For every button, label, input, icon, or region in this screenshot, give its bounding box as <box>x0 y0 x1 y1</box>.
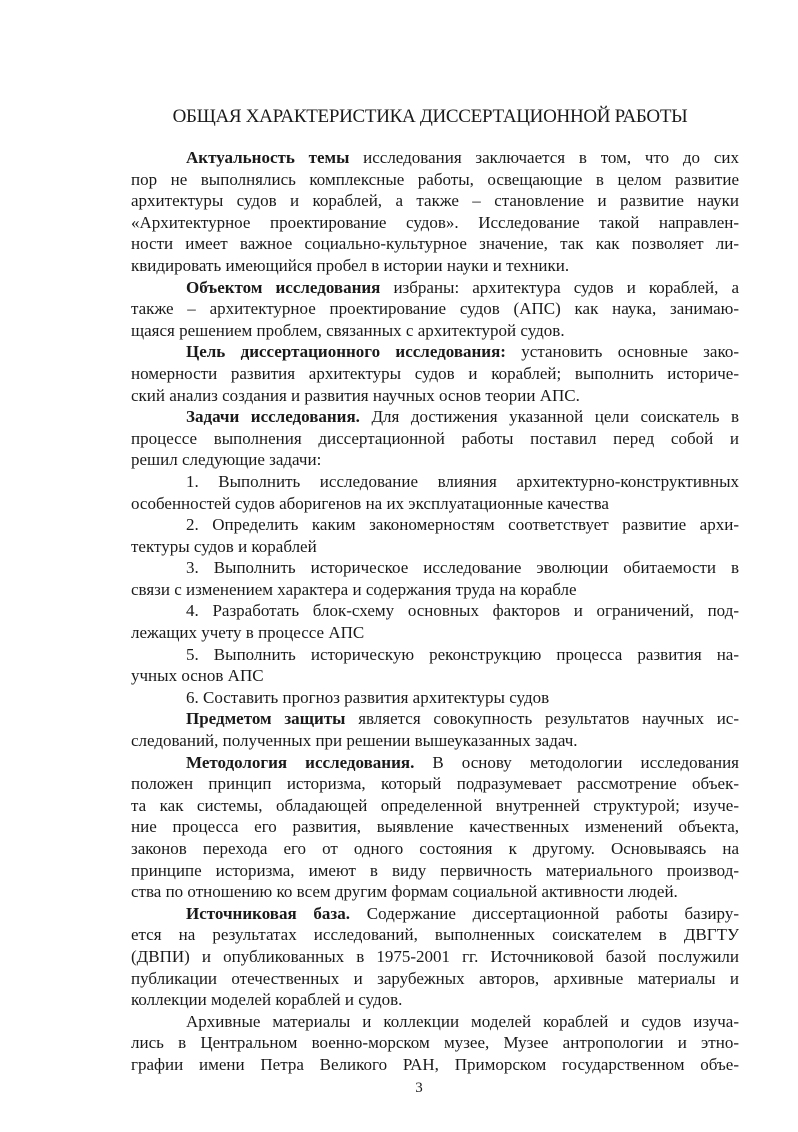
text-line <box>131 600 739 622</box>
line-text: Архивные материалы и коллекции моделей кораблей и судов изуча- <box>186 1011 739 1031</box>
text-line <box>131 320 739 342</box>
text-line <box>131 406 739 428</box>
line-text: В основу методологии исследования <box>414 752 739 772</box>
text-line <box>131 730 739 752</box>
line-text: пор не выполнялись комплексные работы, освещающие в целом развитие <box>131 169 739 189</box>
line-text: Содержание диссертационной работы базиру- <box>350 903 739 923</box>
document-body <box>131 147 739 1076</box>
text-line <box>131 277 739 299</box>
line-text: ства по отношению ко всем другим формам социальной активности людей. <box>131 882 678 902</box>
paragraph-lead: Объектом исследования <box>186 277 381 297</box>
paragraph <box>131 752 739 903</box>
paragraph <box>131 903 739 1011</box>
text-line <box>131 622 739 644</box>
text-line <box>131 255 739 277</box>
text-line <box>131 514 739 536</box>
text-line <box>131 233 739 255</box>
line-text: положен принцип историзма, который подразумевает рассмотрение объек- <box>131 774 739 794</box>
paragraph-lead: Задачи исследования. <box>186 407 360 427</box>
document-title: ОБЩАЯ ХАРАКТЕРИСТИКА ДИССЕРТАЦИОННОЙ РАБОТЫ <box>172 106 688 127</box>
line-text: лежащих учету в процессе АПС <box>131 623 365 643</box>
text-line <box>131 298 739 320</box>
paragraph <box>131 1011 739 1076</box>
text-line <box>131 428 739 450</box>
text-line <box>131 212 739 234</box>
line-text: та как системы, обладающей определенной внутренней структурой; изуче- <box>131 795 739 815</box>
paragraph <box>131 514 739 557</box>
paragraph <box>131 557 739 600</box>
line-text: 4. Разработать блок-схему основных факторов и ограничений, под- <box>186 601 739 621</box>
text-line <box>131 752 739 774</box>
line-text: процессе выполнения диссертационной работы поставил перед собой и <box>131 428 739 448</box>
text-line <box>131 989 739 1011</box>
paragraph <box>131 600 739 643</box>
paragraph-lead: Предметом защиты <box>186 709 346 729</box>
text-line <box>131 169 739 191</box>
line-text: 5. Выполнить историческую реконструкцию процесса развития на- <box>186 644 739 664</box>
text-line <box>131 190 739 212</box>
paragraph <box>131 687 739 709</box>
line-text: «Архитектурное проектирование судов». Исследование такой направлен- <box>131 212 739 232</box>
paragraph-lead: Актуальность темы <box>186 148 350 167</box>
line-text: тектуры судов и кораблей <box>131 536 317 556</box>
text-line <box>131 471 739 493</box>
text-line <box>131 385 739 407</box>
text-line <box>131 1032 739 1054</box>
line-text: является совокупность результатов научных ис- <box>345 709 739 729</box>
paragraph <box>131 708 739 751</box>
line-text: публикации отечественных и зарубежных авторов, архивные материалы и <box>131 968 739 988</box>
line-text: связи с изменением характера и содержания труда на корабле <box>131 579 577 599</box>
line-text: лись в Центральном военно-морском музее, Музее антропологии и этно- <box>131 1033 739 1053</box>
line-text: ние процесса его развития, выявление качественных изменений объекта, <box>131 817 739 837</box>
paragraph <box>131 644 739 687</box>
text-line <box>131 881 739 903</box>
line-text: квидировать имеющийся пробел в истории науки и техники. <box>131 255 570 275</box>
text-line <box>131 665 739 687</box>
line-text: особенностей судов аборигенов на их эксплуатационные качества <box>131 493 609 513</box>
line-text: исследования заключается в том, что до сих <box>349 148 739 167</box>
text-line <box>131 903 739 925</box>
line-text: 3. Выполнить историческое исследование эволюции обитаемости в <box>186 558 739 578</box>
line-text: учных основ АПС <box>131 666 264 686</box>
line-text: ется на результатах исследований, выполненных соискателем в ДВГТУ <box>131 925 739 945</box>
line-text: следований, полученных при решении вышеуказанных задач. <box>131 731 578 751</box>
line-text: принципе историзма, имеют в виду первичность материального производ- <box>131 860 739 880</box>
text-line <box>131 816 739 838</box>
text-line <box>131 946 739 968</box>
text-line <box>131 968 739 990</box>
text-line <box>131 924 739 946</box>
line-text: коллекции моделей кораблей и судов. <box>131 990 403 1010</box>
text-line <box>131 838 739 860</box>
text-line <box>131 557 739 579</box>
text-line <box>131 536 739 558</box>
line-text: ности имеет важное социально-культурное значение, так как позволяет ли- <box>131 234 739 254</box>
text-line <box>131 449 739 471</box>
text-line <box>131 363 739 385</box>
line-text: щаяся решением проблем, связанных с архитектурой судов. <box>131 320 565 340</box>
text-line <box>131 644 739 666</box>
line-text: также – архитектурное проектирование судов (АПС) как наука, занимаю- <box>131 299 739 319</box>
line-text: 2. Определить каким закономерностям соответствует развитие архи- <box>186 515 739 535</box>
line-text: установить основные зако- <box>505 342 739 362</box>
line-text: законов перехода его от одного состояния к другому. Основываясь на <box>131 839 739 858</box>
text-line <box>131 341 739 363</box>
page-number: 3 <box>415 1080 423 1096</box>
line-text: избраны: архитектура судов и кораблей, а <box>380 277 739 297</box>
text-line <box>131 493 739 515</box>
line-text: архитектуры судов и кораблей, а также – становление и развитие науки <box>131 191 739 211</box>
text-line <box>131 708 739 730</box>
paragraph <box>131 471 739 514</box>
paragraph-lead: Источниковая база. <box>186 903 351 923</box>
paragraph <box>131 277 739 342</box>
line-text: решил следующие задачи: <box>131 450 322 470</box>
line-text: Для достижения указанной цели соискатель в <box>359 407 740 427</box>
paragraph-lead: Методология исследования. <box>186 752 415 772</box>
paragraph <box>131 147 739 277</box>
text-line <box>131 795 739 817</box>
line-text: номерности развития архитектуры судов и кораблей; выполнить историче- <box>131 363 739 383</box>
line-text: ский анализ создания и развития научных основ теории АПС. <box>131 385 580 405</box>
text-line <box>131 579 739 601</box>
text-line <box>131 860 739 882</box>
paragraph <box>131 341 739 406</box>
text-line <box>131 773 739 795</box>
line-text: (ДВПИ) и опубликованных в 1975-2001 гг. Источниковой базой послужили <box>131 946 739 966</box>
line-text: графии имени Петра Великого РАН, Приморском государственном объе- <box>131 1054 739 1074</box>
text-line <box>131 147 739 169</box>
text-line <box>131 687 739 709</box>
text-line <box>131 1011 739 1033</box>
paragraph-lead: Цель диссертационного исследования: <box>186 342 506 362</box>
text-line <box>131 1054 739 1076</box>
line-text: 6. Составить прогноз развития архитектуры судов <box>186 687 550 707</box>
line-text: 1. Выполнить исследование влияния архитектурно-конструктивных <box>186 471 739 491</box>
paragraph <box>131 406 739 471</box>
